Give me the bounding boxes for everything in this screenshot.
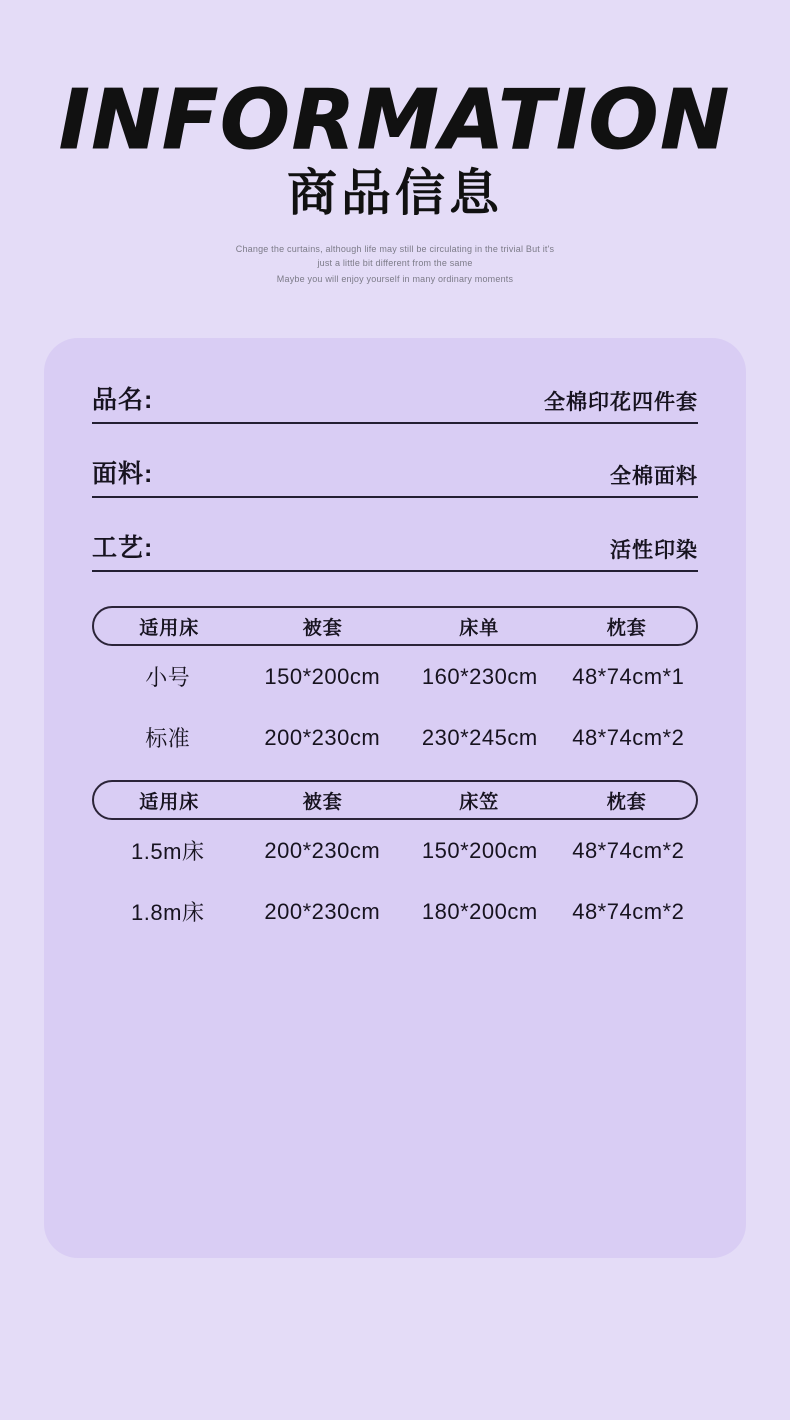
size-table-1-header-bed: 适用床 — [139, 617, 200, 639]
size-table-2-row-1-bed: 1.5m床 — [131, 839, 205, 864]
size-table-1-header-sheet: 床单 — [459, 617, 500, 639]
size-table-1-row-2-sheet: 230*245cm — [421, 724, 538, 750]
info-row-craft — [92, 528, 698, 572]
info-value-craft: 活性印染 — [610, 539, 698, 562]
page-subtitle — [0, 243, 790, 287]
size-table-1-header — [92, 606, 698, 646]
info-value-product-name: 全棉印花四件套 — [544, 391, 698, 414]
size-table-2-header-fitted: 床笠 — [459, 791, 500, 813]
size-table-1 — [92, 606, 698, 768]
size-table-1-row-1-duvet: 150*200cm — [264, 663, 381, 689]
size-table-1-row-1-sheet: 160*230cm — [421, 663, 538, 689]
size-table-2-row-1-pillow: 48*74cm*2 — [572, 837, 685, 863]
product-info-card — [44, 338, 746, 1258]
table-row — [92, 820, 698, 881]
page-title-chinese: 商品信息 — [287, 164, 503, 221]
subtitle-line-2: Maybe you will enjoy yourself in many ordinary moments — [276, 273, 514, 284]
size-table-1-row-2-bed: 标准 — [145, 726, 191, 751]
info-value-fabric: 全棉面料 — [610, 465, 698, 488]
size-table-1-row-2-duvet: 200*230cm — [264, 724, 381, 750]
size-table-1-header-pillow: 枕套 — [606, 617, 647, 639]
info-label-craft: 工艺: — [92, 534, 154, 562]
info-label-product-name: 品名: — [92, 386, 154, 414]
table-row — [92, 881, 698, 942]
size-table-2-row-1-fitted: 150*200cm — [421, 837, 538, 863]
size-table-2-header-pillow: 枕套 — [606, 791, 647, 813]
info-row-product-name — [92, 380, 698, 424]
size-table-2-row-1-duvet: 200*230cm — [264, 837, 381, 863]
size-table-2-row-2-fitted: 180*200cm — [421, 898, 538, 924]
size-table-2-header-bed: 适用床 — [139, 791, 200, 813]
page-header — [0, 0, 790, 287]
size-table-2 — [92, 780, 698, 942]
table-row — [92, 707, 698, 768]
table-row — [92, 646, 698, 707]
size-table-2-row-2-duvet: 200*230cm — [264, 898, 381, 924]
size-table-2-header — [92, 780, 698, 820]
page-title-english: INFORMATION — [59, 73, 731, 168]
subtitle-line-1: Change the curtains, although life may still be circulating in the trivial But it's just a little bit different from the same — [235, 243, 555, 268]
size-table-2-header-duvet: 被套 — [302, 791, 343, 813]
size-table-2-row-2-pillow: 48*74cm*2 — [572, 898, 685, 924]
size-table-1-row-1-bed: 小号 — [145, 665, 191, 690]
info-row-fabric — [92, 454, 698, 498]
size-table-2-row-2-bed: 1.8m床 — [131, 900, 205, 925]
info-label-fabric: 面料: — [92, 460, 154, 488]
size-table-1-header-duvet: 被套 — [302, 617, 343, 639]
size-table-1-row-1-pillow: 48*74cm*1 — [572, 663, 685, 689]
size-table-1-row-2-pillow: 48*74cm*2 — [572, 724, 685, 750]
